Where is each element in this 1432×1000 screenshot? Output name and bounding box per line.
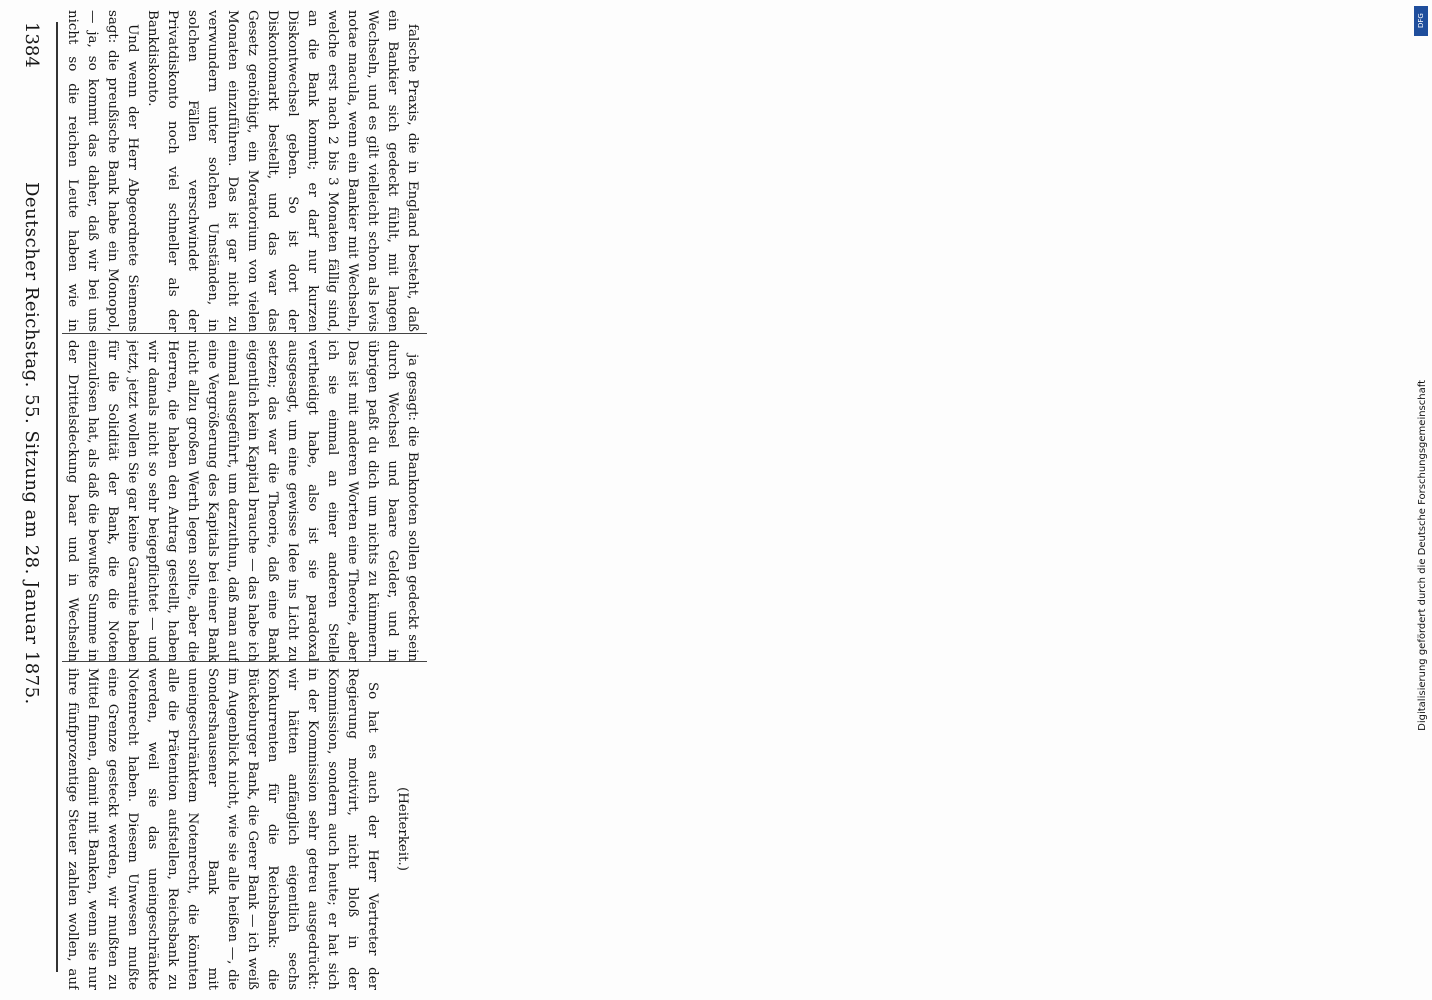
paragraph: So hat es auch der Herr Vertreter der Regierung motivirt, nicht bloß in der Kommission, sondern auch heute; er hat sich in der Kommission sehr getreu ausgedrückt: wir hätten anfänglich eigentlich sechs Konkurrenten für die Reichsbank: die Bückeburger Bank, die Gerer Bank — ich weiß im Augenblick nicht, wie sie alle heißen —, die Sondershausener Bank mit uneingeschränktem Notenrecht, die könnten alle die Prätention aufstellen, Reichsbank zu werden, weil sie das uneingeschränkte Notenrecht haben. Diesem Unwesen mußte eine Grenze gesteckt werden, wir mußten zu Mittel finnen, damit mit Banken, wenn sie nur ihre fünfprozentige Steuer zahlen wollen, auf: [65, 668, 380, 990]
column-divider-1: [62, 333, 427, 334]
page-header: [6, 22, 46, 982]
dfg-logo-badge: DFG: [1414, 6, 1428, 36]
page-number: 1384: [21, 22, 42, 68]
interjection-text: (Heiterkeit.): [395, 787, 410, 871]
interjection: [392, 668, 412, 990]
text-column-1: [62, 10, 422, 332]
paragraph: Und wenn der Herr Abgeordnete Siemens sagt: die preußische Bank habe ein Monopol, — ja, so kommt das daher, daß wir bei uns nicht so die reichen Leute haben wie in: [65, 10, 140, 332]
paragraph: falsche Praxis, die in England besteht, daß ein Bankier sich gedeckt fühlt, mit langen Wechseln, und es gilt vielleicht schon als levis notae macula, wenn ein Bankier mit Wechseln, welche erst nach 2 bis 3 Monaten fällig sind, an die Bank kommt; er darf nur kurzen Diskontwechsel geben. So ist dort der Diskontomarkt bestellt, und das war das Gesetz genöthigt, ein Moratorium von vielen Monaten einzuführen. Das ist gar nicht zu verwundern unter solchen Umständen, in solchen Fällen verschwindet der Privatdiskonto noch viel schneller als der Bankdiskonto.: [145, 10, 420, 332]
digitization-note: Digitalisierung gefördert durch die Deutsche Forschungsgemeinschaft: [1417, 380, 1428, 731]
running-title: Deutscher Reichstag. 55. Sitzung am 28. Januar 1875.: [21, 182, 42, 705]
header-rule: [56, 22, 58, 972]
text-column-2: [62, 340, 422, 662]
paragraph: ja gesagt: die Banknoten sollen gedeckt sein durch Wechsel und baare Gelder, und in übrigen paßt du dich um nichts zu kümmern. Das ist mit anderen Worten eine Theorie, aber ich sie einmal an einer anderen Stelle vertheidigt habe, also ist sie paradoxal ausgesagt, um eine gewisse Idee ins Licht zu setzen; das war die Theorie, daß eine Bank eigentlich kein Kapital brauche — das habe ich einmal ausgeführt, um darzuthun, daß man auf eine Vergrößerung des Kapitals bei einer Bank nicht allzu großen Werth legen sollte, aber die Herren, die haben den Antrag gestellt, haben wir damals nicht so sehr beigepflichtet — und jetzt, jetzt wollen Sie gar keine Garantie haben für die Solidität der Bank, die die Noten einzulösen hat, als daß die bewußte Summe in der Drittelsdeckung baar und in Wechseln: [65, 340, 420, 662]
text-column-3: [62, 668, 422, 990]
